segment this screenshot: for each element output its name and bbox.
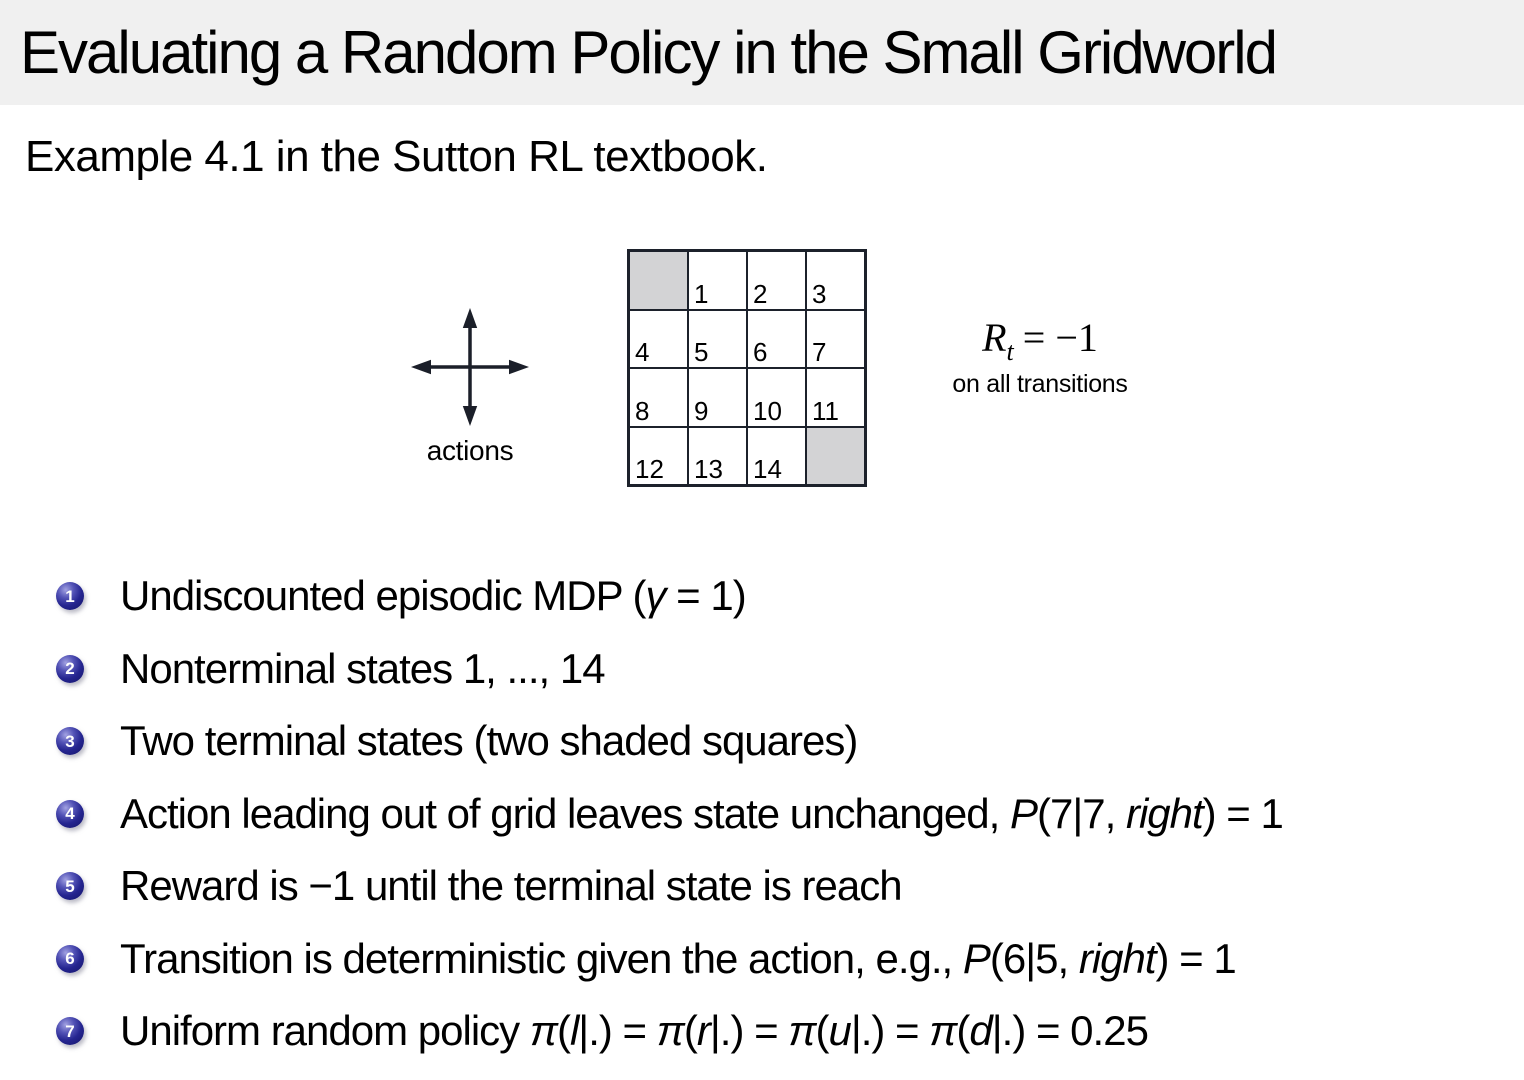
reward-subscript: t — [1006, 337, 1014, 366]
item-number-ball: 3 — [56, 727, 84, 755]
grid-cell-number: 5 — [694, 337, 709, 367]
grid-cell-number: 3 — [812, 278, 827, 309]
slide-title: Evaluating a Random Policy in the Small Gridworld — [20, 19, 1276, 86]
list-item — [56, 850, 1518, 923]
reward-symbol: R — [982, 315, 1007, 360]
list-item — [56, 705, 1518, 778]
list-item — [56, 923, 1518, 996]
item-number-ball: 4 — [56, 800, 84, 828]
grid-cell — [747, 310, 806, 369]
item-text: Reward is −1 until the terminal state is reach — [120, 862, 902, 910]
reward-formula — [905, 316, 1175, 367]
grid-cell — [688, 310, 747, 369]
item-number-ball: 6 — [56, 945, 84, 973]
title-bar — [0, 0, 1524, 105]
item-number-ball: 1 — [56, 582, 84, 610]
grid-cell — [806, 310, 865, 369]
grid-cell — [806, 368, 865, 427]
grid-cell-number: 11 — [812, 395, 839, 426]
grid-cell-number: 13 — [694, 454, 723, 484]
item-text: Action leading out of grid leaves state unchanged, P(7|7, right) = 1 — [120, 789, 1283, 837]
grid-cell — [747, 427, 806, 486]
grid-cell-terminal — [806, 427, 865, 486]
item-text: Two terminal states (two shaded squares) — [120, 717, 858, 765]
grid-cell — [688, 368, 747, 427]
grid-cell-terminal — [629, 251, 688, 310]
item-number-ball: 7 — [56, 1017, 84, 1045]
grid-cell — [747, 251, 806, 310]
grid-cell-number: 2 — [753, 278, 768, 309]
bullet-list — [56, 560, 1518, 1068]
item-text: Transition is deterministic given the action, e.g., P(6|5, right) = 1 — [120, 934, 1236, 982]
grid-cell-number: 6 — [753, 337, 768, 367]
item-text: Uniform random policy π(l|.) = π(r|.) = π(u|.) = π(d|.) = 0.25 — [120, 1007, 1148, 1055]
grid-cell — [806, 251, 865, 310]
reward-caption: on all transitions — [952, 369, 1128, 398]
four-direction-arrows-icon — [410, 307, 530, 427]
grid-cell — [747, 368, 806, 427]
grid-cell-number: 14 — [753, 454, 782, 484]
list-item — [56, 560, 1518, 633]
list-item — [56, 778, 1518, 851]
item-text: Nonterminal states 1, ..., 14 — [120, 644, 605, 692]
actions-diagram — [410, 307, 530, 467]
item-number-ball: 2 — [56, 655, 84, 683]
reward-value: = −1 — [1022, 315, 1098, 360]
grid-cell-number: 7 — [812, 337, 827, 367]
grid-cell-number: 9 — [694, 395, 709, 426]
item-number-ball: 5 — [56, 872, 84, 900]
item-text: Undiscounted episodic MDP (γ = 1) — [120, 572, 746, 620]
grid-cell — [629, 427, 688, 486]
grid-cell-number: 4 — [635, 337, 650, 367]
grid-cell-number: 10 — [753, 395, 782, 426]
list-item — [56, 995, 1518, 1068]
list-item — [56, 633, 1518, 706]
reward-note — [905, 316, 1175, 399]
actions-label: actions — [426, 435, 514, 466]
subtitle: Example 4.1 in the Sutton RL textbook. — [25, 132, 768, 181]
grid-cell-number: 12 — [635, 454, 664, 484]
grid-cell — [688, 427, 747, 486]
gridworld-grid — [627, 249, 867, 487]
grid-cell — [629, 368, 688, 427]
grid-cell-number: 8 — [635, 395, 650, 426]
grid-cell — [629, 310, 688, 369]
grid-cell — [688, 251, 747, 310]
grid-cell-number: 1 — [694, 278, 709, 309]
